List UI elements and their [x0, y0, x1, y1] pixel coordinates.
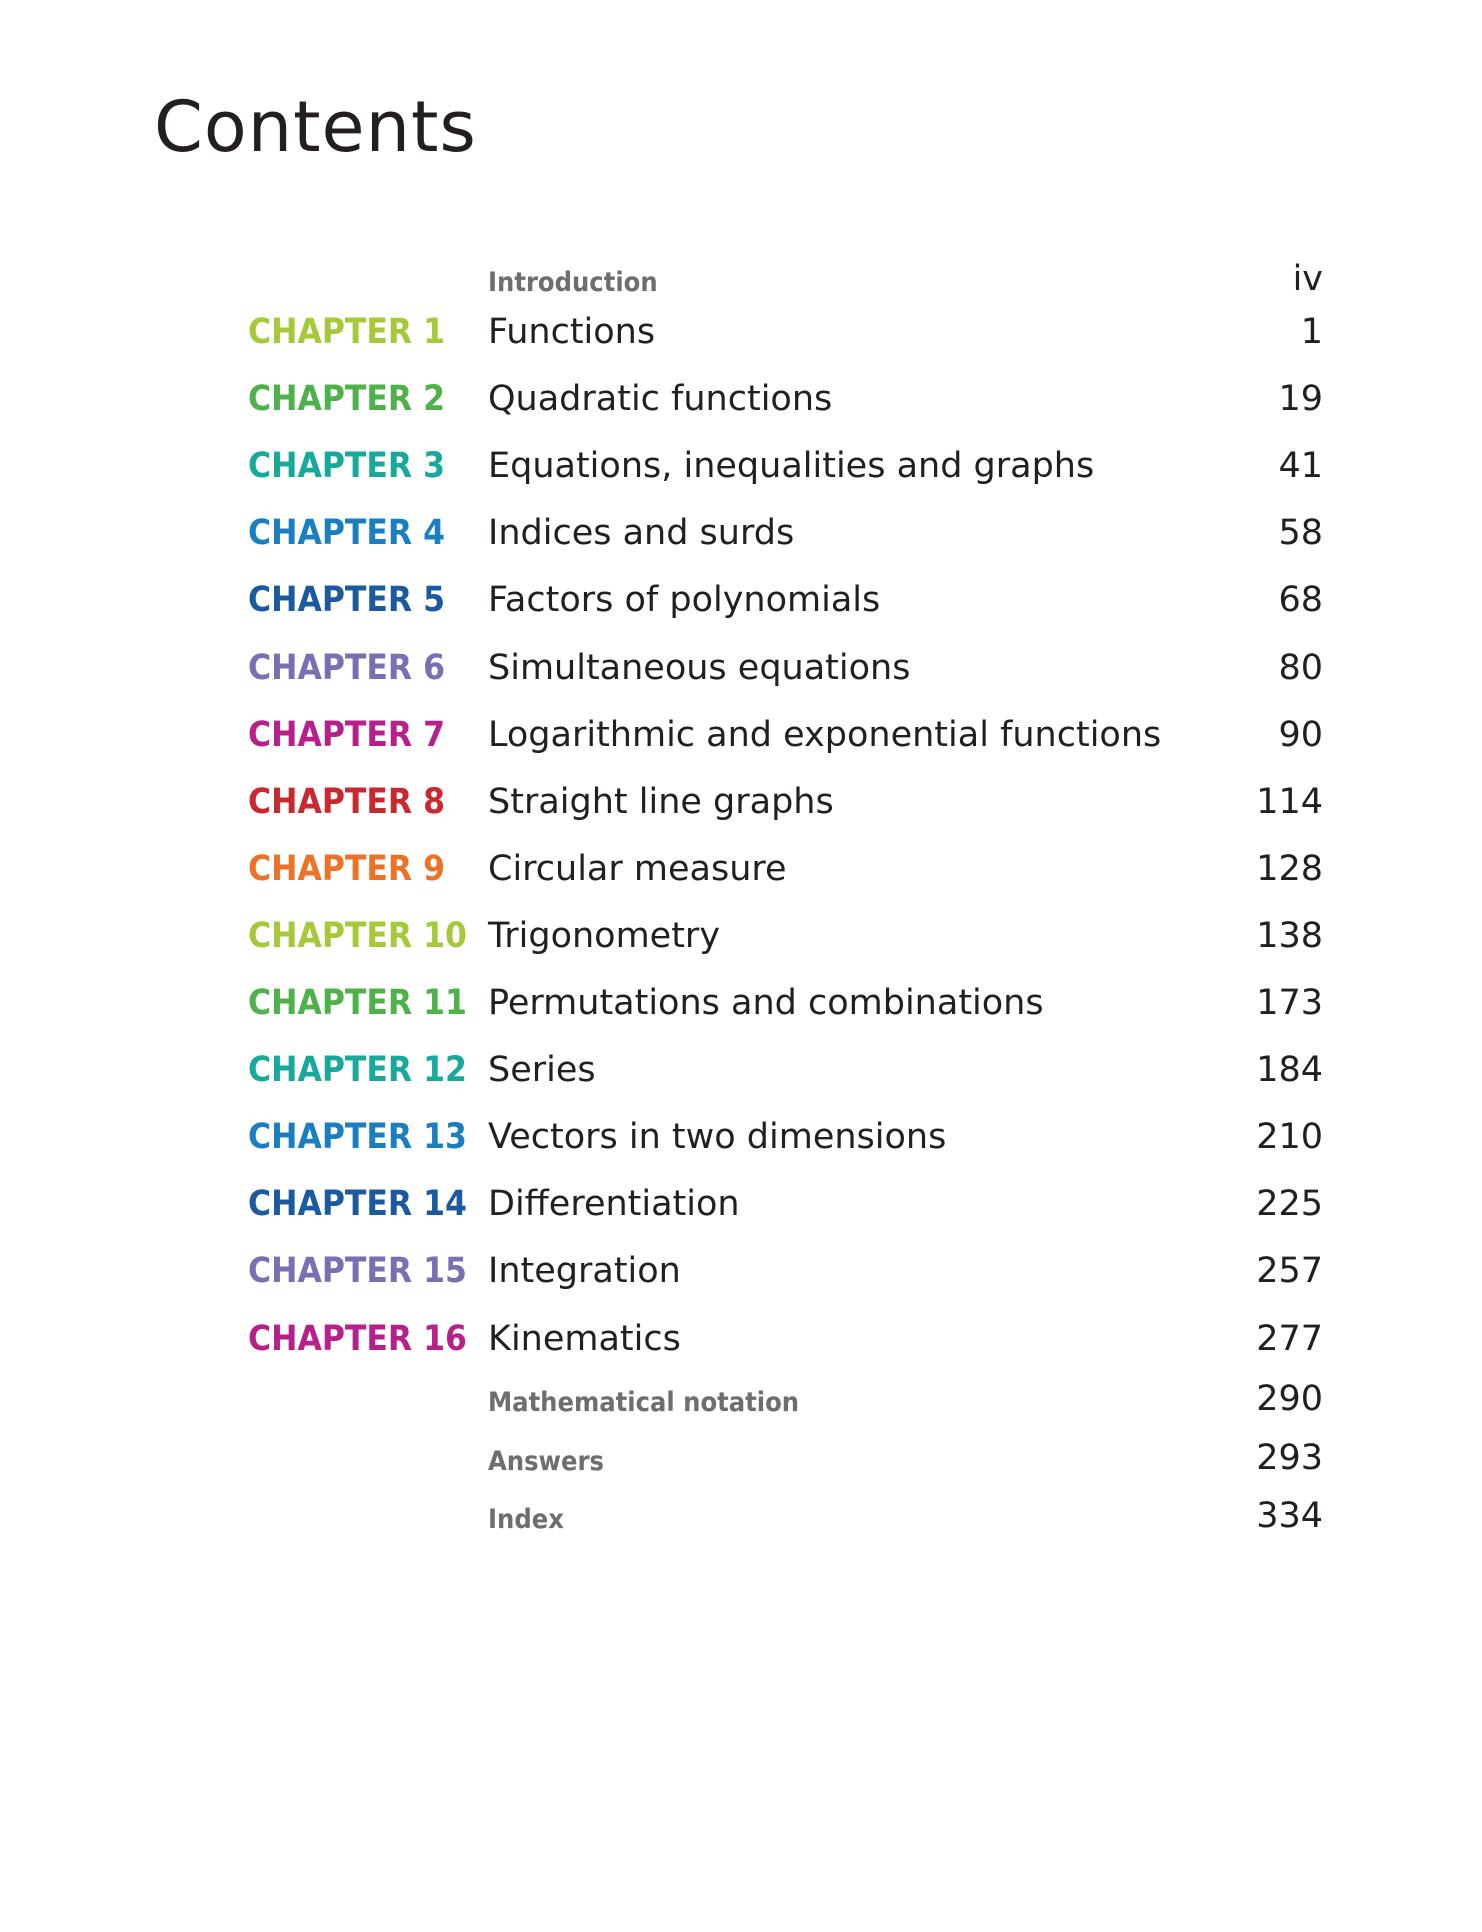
toc-row-chapter[interactable] — [248, 312, 1323, 365]
page-title: Contents — [154, 86, 477, 168]
chapter-label: CHAPTER 8 — [248, 781, 446, 822]
chapter-page-number: 257 — [1256, 1251, 1323, 1292]
chapter-label: CHAPTER 3 — [248, 446, 446, 487]
chapter-label: CHAPTER 2 — [248, 379, 446, 420]
toc-row-chapter[interactable] — [248, 1318, 1323, 1372]
chapter-title: Straight line graphs — [488, 781, 834, 822]
chapter-label: CHAPTER 11 — [248, 983, 467, 1023]
chapter-title: Indices and surds — [488, 513, 795, 554]
chapter-label: CHAPTER 13 — [248, 1117, 467, 1158]
chapter-title: Differentiation — [488, 1184, 740, 1225]
toc-row-back-matter[interactable] — [248, 1379, 1323, 1432]
toc-row-chapter[interactable] — [248, 915, 1323, 969]
chapter-page-number: 184 — [1256, 1050, 1323, 1091]
toc-row-chapter[interactable] — [248, 647, 1323, 701]
toc-row-back-matter[interactable] — [248, 1437, 1323, 1491]
toc-row-chapter[interactable] — [248, 379, 1323, 432]
chapter-label: CHAPTER 7 — [248, 714, 446, 755]
chapter-title: Factors of polynomials — [488, 580, 881, 621]
toc-row-chapter[interactable] — [248, 580, 1323, 633]
toc-row-chapter[interactable] — [248, 1251, 1323, 1304]
chapter-label: CHAPTER 6 — [248, 647, 446, 688]
chapter-page-number: 277 — [1256, 1318, 1323, 1359]
chapter-title: Quadratic functions — [488, 379, 833, 420]
chapter-label: CHAPTER 15 — [248, 1251, 467, 1292]
toc-row-chapter[interactable] — [248, 513, 1323, 566]
toc-row-chapter[interactable] — [248, 1184, 1323, 1237]
chapter-title: Permutations and combinations — [488, 983, 1044, 1023]
chapter-label: CHAPTER 1 — [248, 312, 446, 352]
chapter-label: CHAPTER 9 — [248, 848, 446, 889]
chapter-title: Series — [488, 1050, 596, 1091]
chapter-page-number: 114 — [1256, 781, 1323, 822]
chapter-page-number: 173 — [1256, 983, 1323, 1023]
chapter-label: CHAPTER 16 — [248, 1318, 467, 1359]
chapter-page-number: 68 — [1278, 580, 1323, 621]
toc-entry-title: Introduction — [488, 267, 658, 298]
chapter-title: Simultaneous equations — [488, 647, 911, 688]
toc-row-back-matter[interactable] — [248, 1496, 1323, 1549]
back-matter-page-number: 290 — [1256, 1379, 1323, 1419]
chapter-page-number: 58 — [1278, 513, 1323, 554]
chapter-page-number: 41 — [1278, 446, 1323, 487]
chapter-label: CHAPTER 10 — [248, 915, 467, 956]
chapter-page-number: 210 — [1256, 1117, 1323, 1158]
back-matter-page-number: 293 — [1256, 1437, 1323, 1478]
chapter-page-number: 138 — [1256, 915, 1323, 956]
toc-row-chapter[interactable] — [248, 781, 1323, 835]
toc-entry-page: iv — [1292, 259, 1323, 299]
chapter-label: CHAPTER 14 — [248, 1184, 467, 1225]
chapter-label: CHAPTER 5 — [248, 580, 446, 621]
chapter-title: Logarithmic and exponential functions — [488, 714, 1162, 755]
toc-row-chapter[interactable] — [248, 848, 1323, 902]
chapter-label: CHAPTER 4 — [248, 513, 446, 554]
chapter-page-number: 80 — [1278, 647, 1323, 688]
chapter-title: Kinematics — [488, 1318, 681, 1359]
chapter-page-number: 90 — [1278, 714, 1323, 755]
toc-row-chapter[interactable] — [248, 714, 1323, 768]
chapter-page-number: 19 — [1278, 379, 1323, 420]
toc-row-chapter[interactable] — [248, 983, 1323, 1036]
toc-row-introduction[interactable] — [248, 259, 1323, 312]
chapter-label: CHAPTER 12 — [248, 1050, 467, 1091]
chapter-title: Integration — [488, 1251, 681, 1292]
back-matter-title: Index — [488, 1504, 564, 1535]
chapter-title: Functions — [488, 312, 656, 352]
back-matter-title: Mathematical notation — [488, 1387, 800, 1418]
chapter-page-number: 225 — [1256, 1184, 1323, 1225]
chapter-title: Trigonometry — [488, 915, 721, 956]
chapter-title: Vectors in two dimensions — [488, 1117, 947, 1158]
toc-row-chapter[interactable] — [248, 1117, 1323, 1170]
chapter-page-number: 1 — [1300, 312, 1323, 352]
chapter-title: Equations, inequalities and graphs — [488, 446, 1095, 487]
toc-row-chapter[interactable] — [248, 1050, 1323, 1103]
chapter-title: Circular measure — [488, 848, 787, 889]
chapter-page-number: 128 — [1256, 848, 1323, 889]
back-matter-title: Answers — [488, 1445, 604, 1477]
toc-row-chapter[interactable] — [248, 446, 1323, 499]
back-matter-page-number: 334 — [1256, 1496, 1323, 1536]
